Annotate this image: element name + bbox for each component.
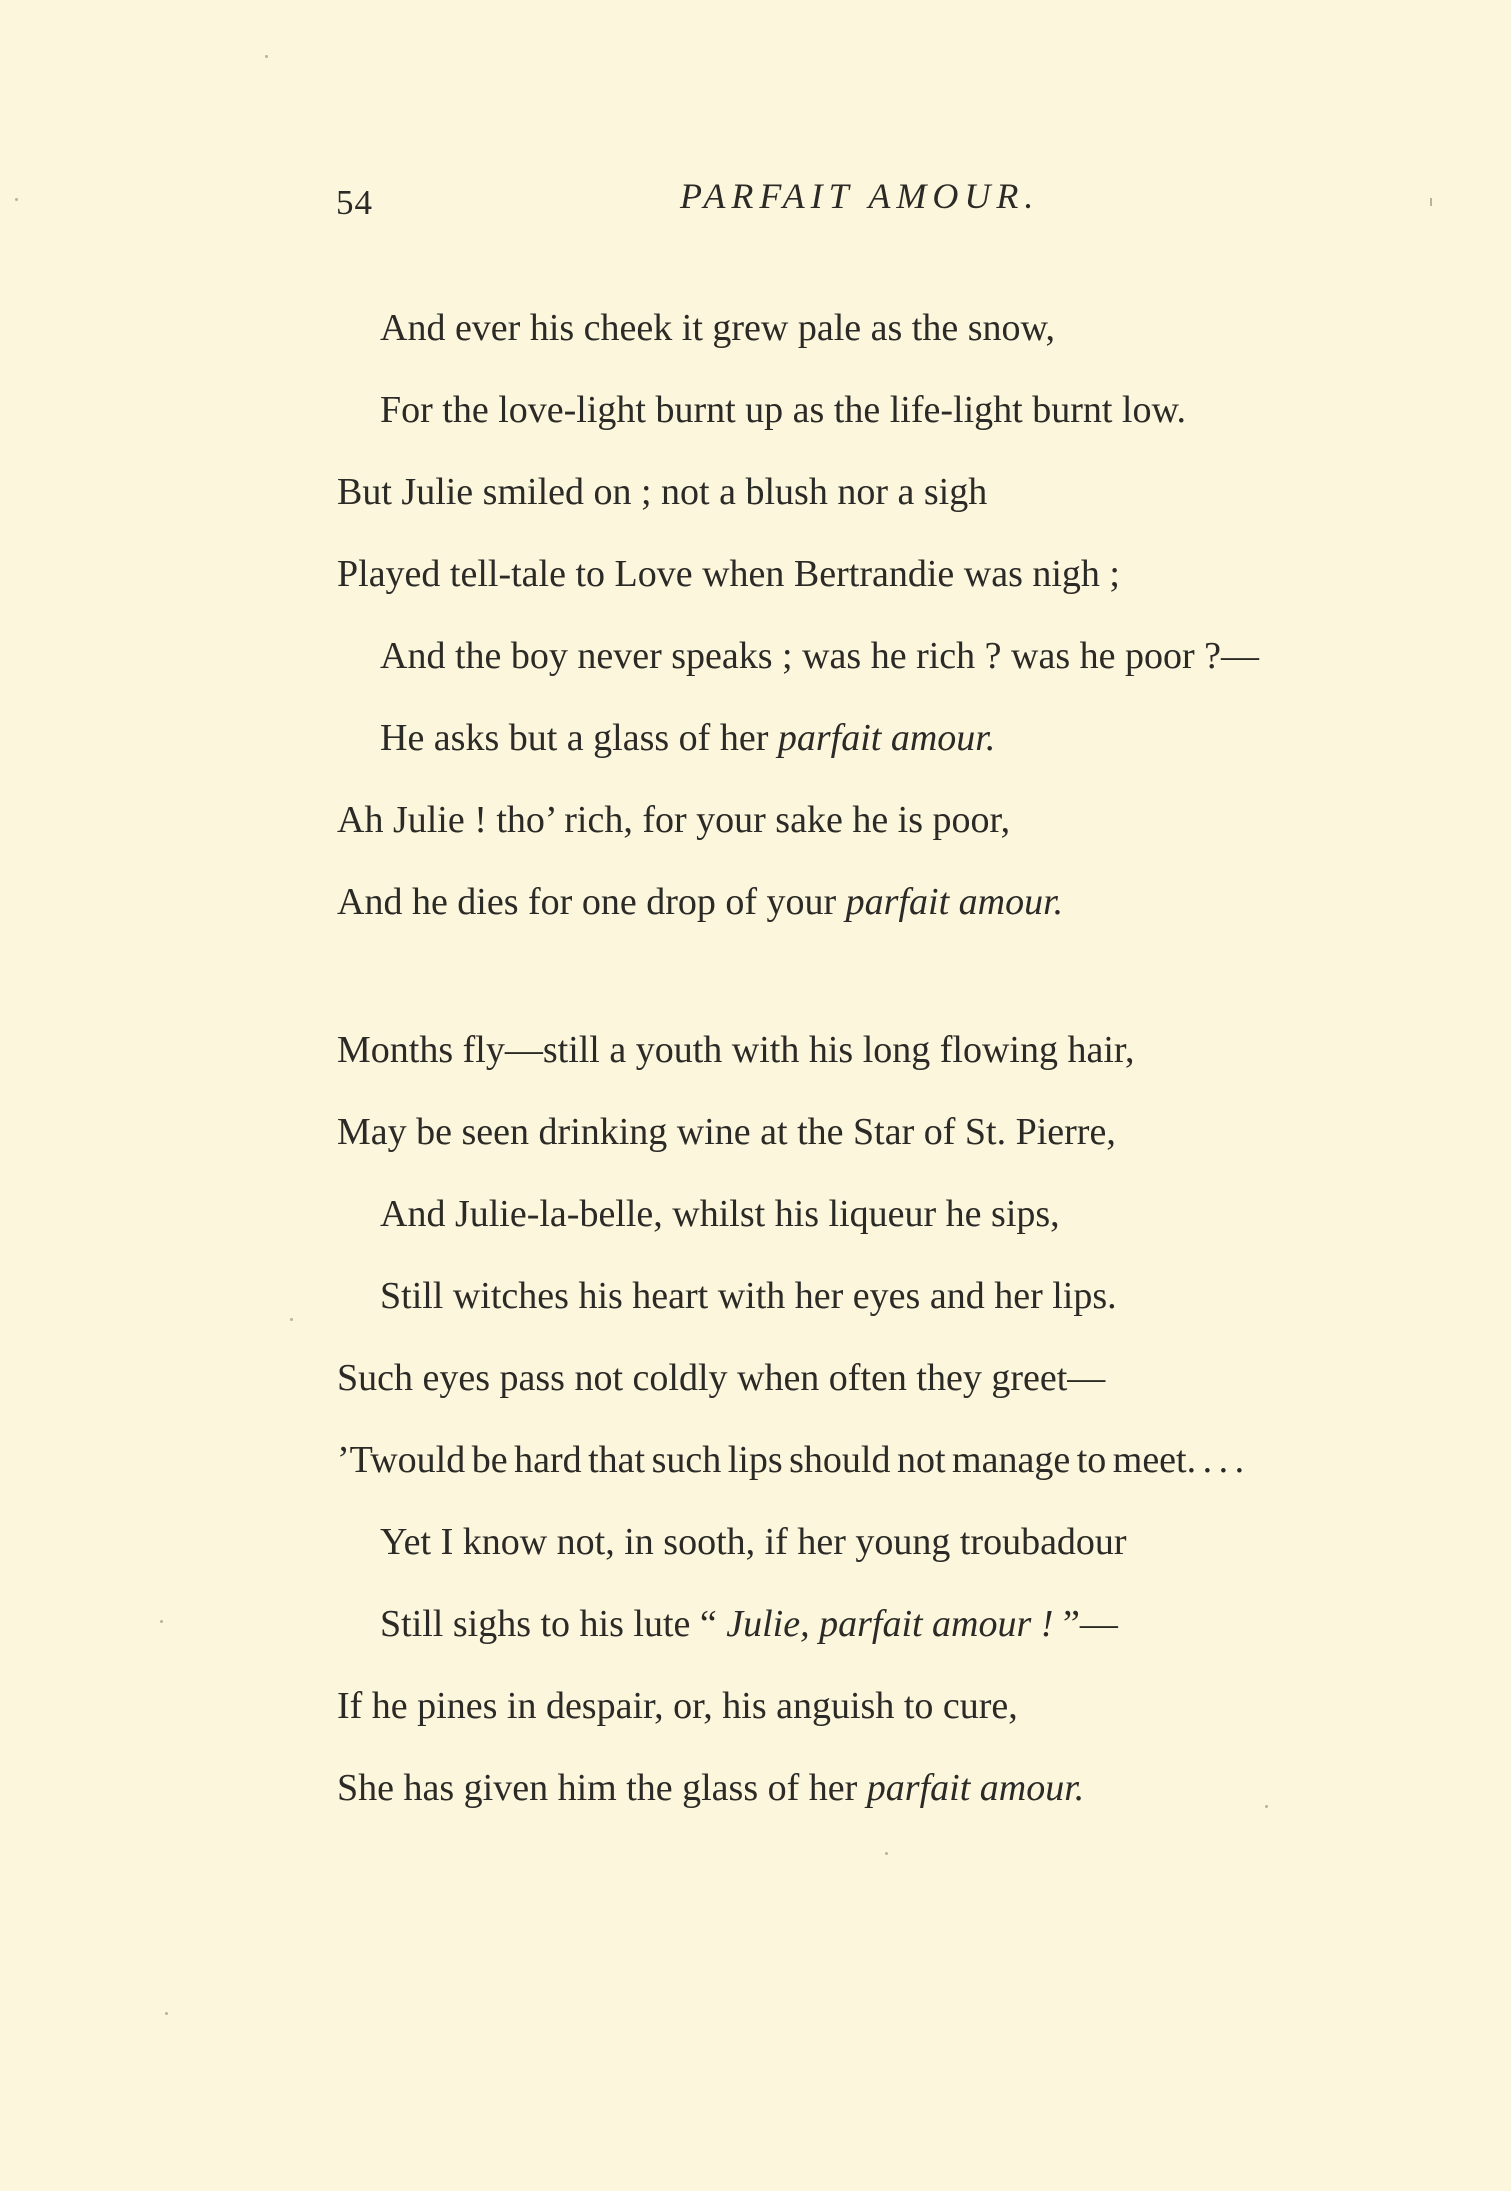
poem-line: And ever his cheek it grew pale as the snow, bbox=[380, 307, 1055, 349]
poem-line: If he pines in despair, or, his anguish to cure, bbox=[337, 1685, 1018, 1727]
poem-line: Played tell-tale to Love when Bertrandie was nigh ; bbox=[337, 553, 1120, 595]
paper-speck bbox=[160, 1620, 163, 1623]
paper-speck bbox=[1430, 198, 1432, 206]
paper-speck bbox=[1265, 1805, 1268, 1808]
poem-line: But Julie smiled on ; not a blush nor a sigh bbox=[337, 471, 988, 513]
poem-line: And Julie-la-belle, whilst his liqueur he sips, bbox=[380, 1193, 1060, 1235]
poem-line: He asks but a glass of her parfait amour. bbox=[380, 717, 996, 759]
paper-speck bbox=[885, 1852, 888, 1855]
paper-speck bbox=[265, 55, 268, 58]
poem-line: Still sighs to his lute “ Julie, parfait amour ! ”— bbox=[380, 1603, 1118, 1645]
paper-speck bbox=[165, 2012, 168, 2015]
poem-line: ’Twould be hard that such lips should not manage to meet. . . . bbox=[337, 1439, 1245, 1481]
poem-line: And the boy never speaks ; was he rich ? was he poor ?— bbox=[380, 635, 1260, 677]
paper-speck bbox=[290, 1318, 293, 1321]
paper-speck bbox=[15, 198, 18, 201]
poem-line: May be seen drinking wine at the Star of St. Pierre, bbox=[337, 1111, 1116, 1153]
poem-line: Yet I know not, in sooth, if her young troubadour bbox=[380, 1521, 1127, 1563]
poem-line: Still witches his heart with her eyes and her lips. bbox=[380, 1275, 1117, 1317]
page-header bbox=[0, 175, 1511, 235]
poem-line: Months fly—still a youth with his long flowing hair, bbox=[337, 1029, 1135, 1071]
page-number: 54 bbox=[336, 183, 373, 222]
poem-line: She has given him the glass of her parfait amour. bbox=[337, 1767, 1085, 1809]
poem-line: And he dies for one drop of your parfait amour. bbox=[337, 881, 1064, 923]
running-title: PARFAIT AMOUR. bbox=[680, 176, 1040, 216]
poem-line: For the love-light burnt up as the life-light burnt low. bbox=[380, 389, 1186, 431]
poem-line: Such eyes pass not coldly when often they greet— bbox=[337, 1357, 1106, 1399]
poem-line: Ah Julie ! tho’ rich, for your sake he is poor, bbox=[337, 799, 1011, 841]
